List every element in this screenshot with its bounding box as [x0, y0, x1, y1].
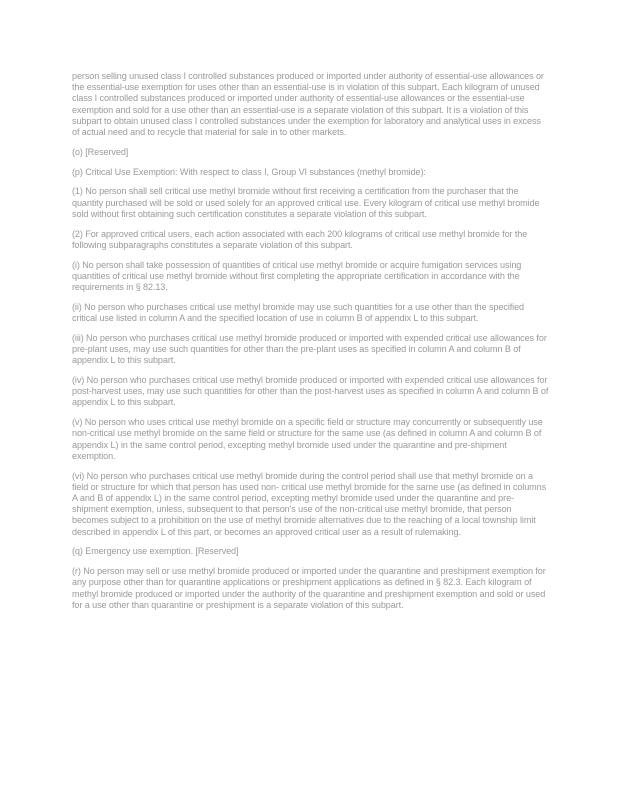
paragraph-q-emergency: (q) Emergency use exemption. [Reserved] — [72, 546, 239, 557]
paragraph-p-2-ii: (ii) No person who purchases critical use methyl bromide may use such quantities for a use other than the specified critical use listed in column A and the specified location of use in column B of appendix L to this subpart. — [72, 301, 525, 324]
paragraph-p-2-v: (v) No person who uses critical use methyl bromide on a specific field or structure may concurrently or subsequently use non-critical use methyl bromide on the same field or structure for the same use (as defined in column A and column B of appendix L) in the same control period, excepting methyl bromide used under the quarantine and pre-shipment exemption. — [72, 417, 543, 461]
paragraph-p-2-iv: (iv) No person who purchases critical use methyl bromide produced or imported with expended critical use allowances for post-harvest uses, may use such quantities for other than the post-harvest uses as specified in column A and column B of appendix L to this subpart. — [72, 375, 549, 408]
paragraph-p-2-iii: (iii) No person who purchases critical use methyl bromide produced or imported with expended critical use allowances for pre-plant uses, may use such quantities for other than the pre-plant uses as specified in column A and column B of appendix L to this subpart. — [72, 332, 547, 366]
paragraph-o-reserved: (o) [Reserved] — [72, 146, 129, 157]
document-page — [72, 71, 550, 620]
paragraph-r-quarantine: (r) No person may sell or use methyl bromide produced or imported under the quarantine and preshipment exemption for any purpose other than for quarantine applications or preshipment applications as defined in § 82.3. Each kilogram of methyl bromide produced or imported under the authority of the quarantine and preshipment exemption and sold or used for a use other than quarantine or preshipment is a separate violation of this subpart. — [72, 566, 546, 610]
paragraph-p-1: (1) No person shall sell critical use methyl bromide without first receiving a certification from the purchaser that the quantity purchased will be sold or used solely for an approved critical use. Every kilogram of critical use methyl bromide sold without first obtaining such certification constitutes a separate violation of this subpart. — [72, 186, 540, 219]
paragraph-p-2: (2) For approved critical users, each action associated with each 200 kilograms of critical use methyl bromide for the following subparagraphs constitutes a separate violation of this subpart. — [72, 228, 528, 250]
paragraph-continuation: person selling unused class I controlled substances produced or imported under authority of essential-use allowances or the essential-use exemption for uses other than an essential-use is in violation of this subpart. Each kilogram of unused class I controlled substances produced or imported under authority of essential-use allowances or the essential-use exemption and sold for a use other than an essential-use is a separate violation of this subpart. It is a violation of this subpart to obtain unused class I controlled substances under the exemption for laboratory and analytical uses in excess of actual need and to recycle that material for sale in to other markets. — [72, 71, 544, 138]
paragraph-p-2-vi: (vi) No person who purchases critical use methyl bromide during the control period shall use that methyl bromide on a field or structure for which that person has used non- critical use methyl bromide for the same use (as defined in columns A and B of appendix L) in the same control period, excepting methyl bromide used under the quarantine and pre- shipment exemption, unless, subsequent to that person's use of the non-critical use methyl bromide, that person becomes subject to a prohibition on the use of methyl bromide alternatives due to the reaching of a local township limit described in appendix L of this part, or becomes an approved critical user as a result of rulemaking. — [72, 470, 547, 537]
paragraph-p-2-i: (i) No person shall take possession of quantities of critical use methyl bromide or acquire fumigation services using quantities of critical use methyl bromide without first completing the appropriate certification in accordance with the requirements in § 82.13. — [72, 259, 522, 293]
paragraph-p-critical-use: (p) Critical Use Exemption: With respect to class I, Group VI substances (methyl bromide): — [72, 166, 426, 177]
